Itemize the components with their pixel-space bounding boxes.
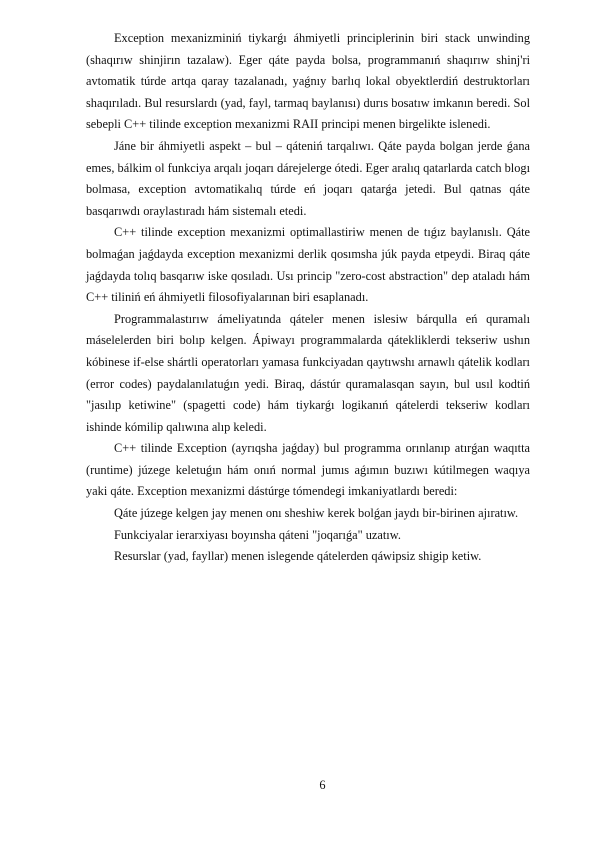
paragraph-error-handling-history: Programmalastırıw ámeliyatında qáteler menen islesiw bárqulla eń quramalı máselelerden biri bolıp kelgen. Ápiwayı programmalarda qátekliklerdi tekseriw ushın kóbinese if-else shártli operatorları yamasa funkciyadan qaytıwshı arnawlı qátelik kodları (error codes) paydalanılatuǵın yedi. Biraq, dástúr quramalasqan sayın, bul usıl kodtiń "jasılıp ketiwine" (spagetti code) hám tiykarǵı logikanıń qátelerdi tekseriw kodları ishinde kómilip qalıwına alıp keledi. bbox=[86, 311, 530, 434]
page-number: 6 bbox=[319, 778, 326, 792]
paragraph-zero-cost-abstraction: C++ tilinde exception mexanizmi optimallastiriw menen de tıǵız baylanıslı. Qáte bolmaǵan jaǵdayda exception mexanizmi derlik qosımsha júk payda etpeydi. Biraq qáte jaǵdayda tolıq basqarıw iske qosıladı. Usı princip "zero-cost abstraction" dep ataladı hám C++ tiliniń eń áhmiyetli filosofiyalarınan biri esaplanadı. bbox=[86, 225, 530, 305]
paragraph-stack-unwinding: Exception mexanizminiń tiykarǵı áhmiyetli principlerinin biri stack unwinding (shaqırıw shinjirın tazalaw). Eger qáte payda bolsa, programmanıń shaqırıw shinj'ri avtomatik túrde artqa qaray tazalanadı, yaǵnıy barlıq lokal obyektlerdiń destruktorları shaqırıladı. Bul resurslardı (yad, fayl, tarmaq baylanısı) durıs bosatıw imkanın beredi. Sol sebepli C++ tilinde exception mexanizmi RAII principi menen birgelikte islenedi. bbox=[86, 31, 530, 132]
paragraph-capability-resource-safety: Resurslar (yad, fayllar) menen islegende qátelerden qáwipsiz shigip ketiw. bbox=[114, 549, 482, 564]
document-body bbox=[86, 28, 530, 568]
paragraph-error-propagation: Jáne bir áhmiyetli aspekt – bul – qáteniń tarqalıwı. Qáte payda bolgan jerde ǵana emes, bálkim ol funkciya arqalı joqarı dárejelerge ótedi. Eger aralıq qatarlarda catch blogı bolmasa, exception avtomatikalıq túrde eń joqarı qatarǵa jetedi. Bul qatnas qáte basqarıwdı oraylastıradı hám sistemalı etedi. bbox=[86, 138, 530, 218]
paragraph-exception-definition: C++ tilinde Exception (ayrıqsha jaǵday) bul programma orınlanıp atırǵan waqıtta (runtime) júzege keletuǵın hám onıń normal jumıs aǵımın buzıwı kútilmegen waqıya yaki qáte. Exception mexanizmi dástúrge tómendegi imkaniyatlardı beredi: bbox=[86, 441, 530, 499]
paragraph-capability-separation: Qáte júzege kelgen jay menen onı sheshiw kerek bolǵan jaydı bir-birinen ajıratıw. bbox=[114, 506, 519, 521]
paragraph-capability-propagation: Funkciyalar ierarxiyası boyınsha qáteni "joqarıǵa" uzatıw. bbox=[114, 527, 401, 542]
